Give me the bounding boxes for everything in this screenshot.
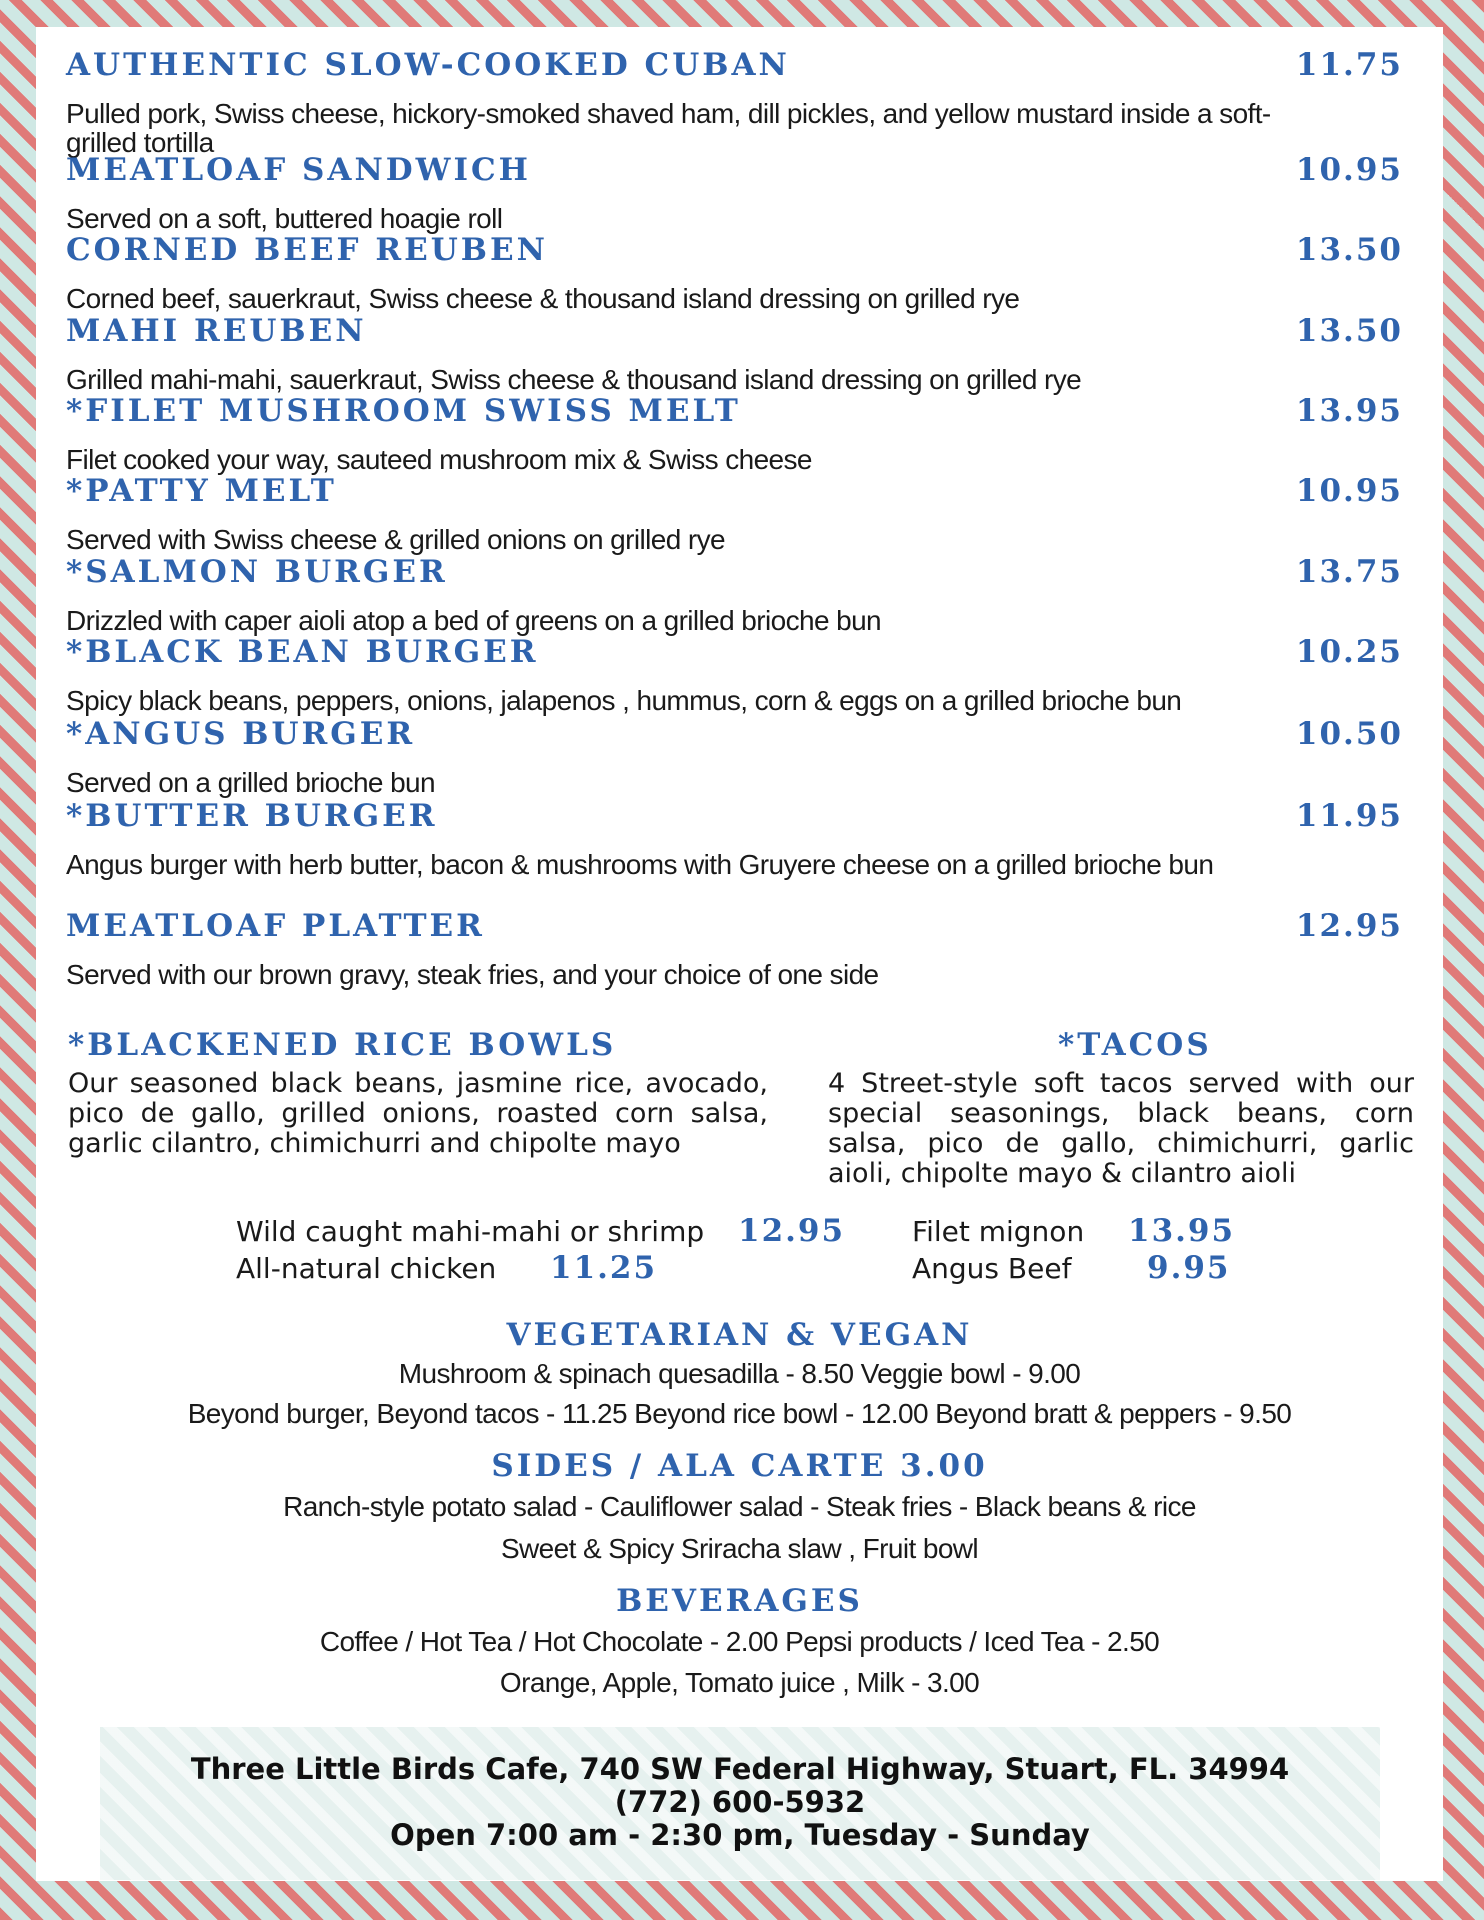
item-name: *BUTTER BURGER: [66, 798, 438, 834]
item-price: 10.95: [1295, 473, 1403, 509]
protein-chicken-price: 11.25: [550, 1250, 658, 1286]
vegetarian-line-1: Mushroom & spinach quesadilla - 8.50 Veggie bowl - 9.00: [398, 1358, 1081, 1389]
item-name: CORNED BEEF REUBEN: [66, 232, 548, 268]
protein-chicken-label: All-natural chicken: [236, 1252, 497, 1285]
menu-page: [36, 27, 1443, 1881]
vegetarian-line-2: Beyond burger, Beyond tacos - 11.25 Beyond rice bowl - 12.00 Beyond bratt & peppers - 9.50: [187, 1398, 1292, 1429]
vegetarian-title: VEGETARIAN & VEGAN: [506, 1317, 973, 1353]
item-price: 11.95: [1295, 798, 1403, 834]
item-price: 12.95: [1295, 908, 1403, 944]
item-description: Served on a soft, buttered hoagie roll: [66, 203, 503, 234]
protein-beef-price: 9.95: [1147, 1250, 1231, 1286]
item-description: Pulled pork, Swiss cheese, hickory-smoked shaved ham, dill pickles, and yellow mustard inside a soft-grilled tortilla: [66, 98, 1271, 158]
tacos-description: 4 Street-style soft tacos served with our special seasonings, black beans, corn salsa, pico de gallo, chimichurri, garlic aioli, chipolte mayo & cilantro aioli: [828, 1068, 1414, 1189]
item-name: *SALMON BURGER: [66, 554, 448, 590]
item-price: 13.50: [1295, 313, 1403, 349]
item-description: Spicy black beans, peppers, onions, jalapenos , hummus, corn & eggs on a grilled brioche bun: [66, 685, 1182, 716]
footer-hours: Open 7:00 am - 2:30 pm, Tuesday - Sunday: [390, 1818, 1090, 1852]
item-price: 10.50: [1295, 716, 1403, 752]
item-price: 13.50: [1295, 232, 1403, 268]
item-description: Served on a grilled brioche bun: [66, 767, 435, 798]
item-name: *FILET MUSHROOM SWISS MELT: [66, 393, 741, 429]
item-description: Corned beef, sauerkraut, Swiss cheese & thousand island dressing on grilled rye: [66, 283, 1020, 314]
rice-bowls-title: *BLACKENED RICE BOWLS: [68, 1027, 617, 1063]
item-description: Served with Swiss cheese & grilled onions on grilled rye: [66, 524, 725, 555]
item-name: AUTHENTIC SLOW-COOKED CUBAN: [66, 47, 790, 83]
item-description: Angus burger with herb butter, bacon & mushrooms with Gruyere cheese on a grilled brioche bun: [66, 849, 1214, 880]
sides-line-2: Sweet & Spicy Sriracha slaw , Fruit bowl: [500, 1533, 979, 1564]
item-name: MEATLOAF PLATTER: [66, 908, 485, 944]
beverages-line-1: Coffee / Hot Tea / Hot Chocolate - 2.00 Pepsi products / Iced Tea - 2.50: [319, 1626, 1160, 1657]
item-name: MEATLOAF SANDWICH: [66, 152, 531, 188]
protein-mahi-label: Wild caught mahi-mahi or shrimp: [236, 1215, 705, 1248]
protein-beef-label: Angus Beef: [912, 1252, 1072, 1285]
item-price: 11.75: [1295, 47, 1403, 83]
footer-address: Three Little Birds Cafe, 740 SW Federal Highway, Stuart, FL. 34994: [190, 1752, 1290, 1786]
beverages-title: BEVERAGES: [616, 1583, 863, 1619]
item-price: 13.95: [1295, 393, 1403, 429]
item-name: MAHI REUBEN: [66, 313, 367, 349]
item-description: Drizzled with caper aioli atop a bed of greens on a grilled brioche bun: [66, 605, 882, 636]
item-description: Served with our brown gravy, steak fries, and your choice of one side: [66, 959, 879, 990]
sides-line-1: Ranch-style potato salad - Cauliflower salad - Steak fries - Black beans & rice: [283, 1491, 1196, 1522]
item-price: 10.25: [1295, 634, 1403, 670]
item-description: Filet cooked your way, sauteed mushroom mix & Swiss cheese: [66, 444, 812, 475]
protein-mahi-price: 12.95: [738, 1213, 846, 1249]
item-price: 13.75: [1295, 554, 1403, 590]
protein-filet-price: 13.95: [1128, 1213, 1236, 1249]
protein-filet-label: Filet mignon: [912, 1215, 1085, 1248]
beverages-line-2: Orange, Apple, Tomato juice , Milk - 3.00: [499, 1667, 980, 1698]
item-description: Grilled mahi-mahi, sauerkraut, Swiss cheese & thousand island dressing on grilled rye: [66, 364, 1082, 395]
tacos-title: *TACOS: [1058, 1027, 1212, 1063]
item-price: 10.95: [1295, 152, 1403, 188]
item-name: *BLACK BEAN BURGER: [66, 634, 539, 670]
item-name: *PATTY MELT: [66, 473, 337, 509]
footer-panel: [100, 1727, 1380, 1880]
footer-phone: (772) 600-5932: [614, 1785, 866, 1819]
sides-title: SIDES / ALA CARTE 3.00: [491, 1448, 988, 1484]
rice-bowls-description: Our seasoned black beans, jasmine rice, avocado, pico de gallo, grilled onions, roasted corn salsa, garlic cilantro, chimichurri and chipolte mayo: [68, 1068, 768, 1159]
item-name: *ANGUS BURGER: [66, 716, 416, 752]
